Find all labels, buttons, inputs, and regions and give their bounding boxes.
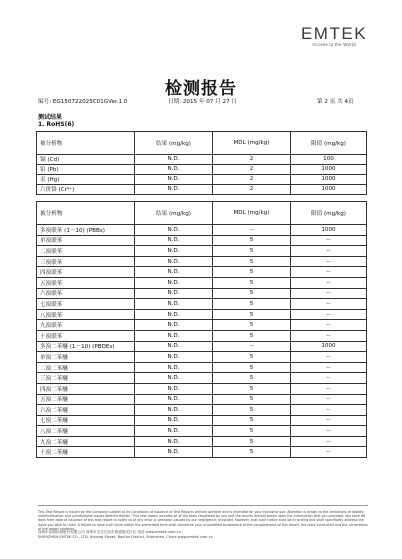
limit-cell: 1000 [291,164,367,174]
page-title: 检测报告 [165,79,237,99]
table-row [37,288,367,299]
mdl-cell: 5 [213,320,291,331]
mdl-cell: 5 [213,235,291,246]
limit-cell: -- [291,426,367,437]
table-header-row [37,132,367,155]
limit-cell: -- [291,267,367,278]
mdl-cell: 5 [213,267,291,278]
analyte-cell: 单溴二苯醚 [37,352,135,363]
mdl-cell: 5 [213,383,291,394]
limit-cell: -- [291,405,367,416]
brominated-flame-retardants-table [36,201,367,458]
table-row [37,174,367,184]
table-row [37,184,367,194]
result-cell: N.D. [135,155,213,165]
analyte-cell: 多溴二苯醚 (1－10) (PBDEs) [37,341,135,352]
footer-address-cn: 深圳市倍测检测股份有限公司 深圳市宝安区西乡街道固戍社区 电话 www.emtek.com.cn [38,530,181,534]
mdl-cell: 5 [213,362,291,373]
mdl-cell: -- [213,341,291,352]
section-subheading: 1. RoHS(6) [38,121,75,128]
table-row [37,405,367,416]
table-header-row [37,202,367,225]
result-cell: N.D. [135,362,213,373]
limit-cell: -- [291,235,367,246]
result-cell: N.D. [135,277,213,288]
report-number: 编号: EG150722025C01GVer.1.0 [38,99,128,105]
table-row [37,394,367,405]
table-row [37,352,367,363]
table-row [37,267,367,278]
mdl-cell: 2 [213,174,291,184]
limit-cell: -- [291,362,367,373]
footer-disclaimer: This Test Report is issued by the Company subject to its Conditions of issuance of Test Reports printed overleaf and is intended for your exclusive use. Attention is drawn to the limitations of liability, indemnification and jurisdictional issues defined therein. This test report includes all of the tests requested by you and the results thereof based upon the information that you provided. You have 60 days from date of issuance of this test report to notify us of any error or omission caused by our negligence; provided, however, that such notice shall be in writing and shall specifically address the issue you wish to raise. A failure to raise such issue within the prescribed time shall constitute your unqualified acceptance of the completeness of this report, the tests conducted and the correctness of the report contents. [38,510,368,531]
table-row [37,155,367,165]
result-cell: N.D. [135,256,213,267]
analyte-cell: 七溴联苯 [37,299,135,310]
limit-cell: -- [291,436,367,447]
table-row [37,277,367,288]
limit-cell: -- [291,383,367,394]
logo-wordmark: EMTEK [300,24,368,43]
result-cell: N.D. [135,299,213,310]
emtek-logo [289,25,379,48]
footer-address-en: SHENZHEN EMTEK CO., LTD. Xixiang Street, Bao'an District, Shenzhen, China www.emtek.com.cn [38,535,213,539]
analyte-cell: 六溴联苯 [37,288,135,299]
table-row [37,436,367,447]
col-result-header: 结果 (mg/kg) [135,202,213,225]
result-cell: N.D. [135,320,213,331]
analyte-cell: 多溴联苯 (1－10) (PBBs) [37,225,135,236]
result-cell: N.D. [135,246,213,257]
result-cell: N.D. [135,341,213,352]
analyte-cell: 八溴二苯醚 [37,426,135,437]
mdl-cell: 5 [213,447,291,458]
analyte-cell: 八溴联苯 [37,309,135,320]
table-row [37,330,367,341]
limit-cell: -- [291,447,367,458]
col-mdl-header: MDL (mg/kg) [213,132,291,155]
limit-cell: -- [291,330,367,341]
logo-tagline: Access to the World [312,42,356,47]
table-row [37,164,367,174]
mdl-cell: 5 [213,309,291,320]
table-row [37,447,367,458]
mdl-cell: 5 [213,330,291,341]
result-cell: N.D. [135,309,213,320]
result-cell: N.D. [135,267,213,278]
heavy-metals-table [36,131,367,195]
table-row [37,320,367,331]
mdl-cell: 5 [213,288,291,299]
analyte-cell: 三溴联苯 [37,256,135,267]
report-date: 日期: 2015 年 07 月 27 日 [168,99,237,105]
limit-cell: 1000 [291,174,367,184]
limit-cell: -- [291,246,367,257]
limit-cell: -- [291,288,367,299]
analyte-cell: 五溴二苯醚 [37,394,135,405]
mdl-cell: 5 [213,373,291,384]
analyte-cell: 十溴二苯醚 [37,447,135,458]
table-row [37,246,367,257]
analyte-cell: 九溴二苯醚 [37,436,135,447]
mdl-cell: 5 [213,426,291,437]
col-result-header: 结果 (mg/kg) [135,132,213,155]
result-cell: N.D. [135,405,213,416]
mdl-cell: 2 [213,164,291,174]
mdl-cell: -- [213,225,291,236]
mdl-cell: 5 [213,394,291,405]
result-cell: N.D. [135,288,213,299]
analyte-cell: 三溴二苯醚 [37,373,135,384]
analyte-cell: 六溴二苯醚 [37,405,135,416]
result-cell: N.D. [135,415,213,426]
section-heading: 测试结果 [38,114,63,121]
result-cell: N.D. [135,164,213,174]
mdl-cell: 5 [213,415,291,426]
col-limit-header: 限值 (mg/kg) [291,132,367,155]
analyte-cell: 四溴联苯 [37,267,135,278]
mdl-cell: 5 [213,256,291,267]
analyte-cell: 九溴联苯 [37,320,135,331]
analyte-cell: 五溴联苯 [37,277,135,288]
analyte-cell: 四溴二苯醚 [37,383,135,394]
table-row [37,383,367,394]
analyte-cell: 单溴联苯 [37,235,135,246]
limit-cell: 1000 [291,184,367,194]
limit-cell: -- [291,309,367,320]
table-row [37,362,367,373]
result-cell: N.D. [135,394,213,405]
col-analyte-header: 被分析物 [37,202,135,225]
mdl-cell: 5 [213,436,291,447]
result-cell: N.D. [135,436,213,447]
mdl-cell: 5 [213,277,291,288]
analyte-cell: 铅 (Pb) [37,164,135,174]
result-cell: N.D. [135,426,213,437]
mdl-cell: 5 [213,352,291,363]
mdl-cell: 5 [213,299,291,310]
limit-cell: -- [291,415,367,426]
table-row [37,225,367,236]
result-cell: N.D. [135,174,213,184]
limit-cell: -- [291,320,367,331]
table-row [37,309,367,320]
table-row [37,299,367,310]
col-analyte-header: 被分析物 [37,132,135,155]
mdl-cell: 5 [213,405,291,416]
analyte-cell: 二溴联苯 [37,246,135,257]
limit-cell: 1000 [291,225,367,236]
result-cell: N.D. [135,352,213,363]
table-row [37,235,367,246]
table-row [37,256,367,267]
limit-cell: -- [291,394,367,405]
result-cell: N.D. [135,235,213,246]
analyte-cell: 十溴联苯 [37,330,135,341]
limit-cell: 100 [291,155,367,165]
limit-cell: -- [291,277,367,288]
mdl-cell: 2 [213,184,291,194]
result-cell: N.D. [135,373,213,384]
table-row [37,373,367,384]
mdl-cell: 5 [213,246,291,257]
table-row [37,426,367,437]
result-cell: N.D. [135,383,213,394]
limit-cell: -- [291,299,367,310]
analyte-cell: 镉 (Cd) [37,155,135,165]
analyte-cell: 汞 (Hg) [37,174,135,184]
limit-cell: -- [291,352,367,363]
analyte-cell: 六价铬 (Cr⁶⁺) [37,184,135,194]
page-number: 第 2 页 共 4页 [317,99,354,105]
limit-cell: 1000 [291,341,367,352]
result-cell: N.D. [135,330,213,341]
limit-cell: -- [291,256,367,267]
result-cell: N.D. [135,225,213,236]
analyte-cell: 七溴二苯醚 [37,415,135,426]
table-row [37,341,367,352]
limit-cell: -- [291,373,367,384]
col-mdl-header: MDL (mg/kg) [213,202,291,225]
analyte-cell: 二溴二苯醚 [37,362,135,373]
mdl-cell: 2 [213,155,291,165]
result-cell: N.D. [135,447,213,458]
table-row [37,415,367,426]
result-cell: N.D. [135,184,213,194]
col-limit-header: 限值 (mg/kg) [291,202,367,225]
footer-divider [38,505,368,506]
